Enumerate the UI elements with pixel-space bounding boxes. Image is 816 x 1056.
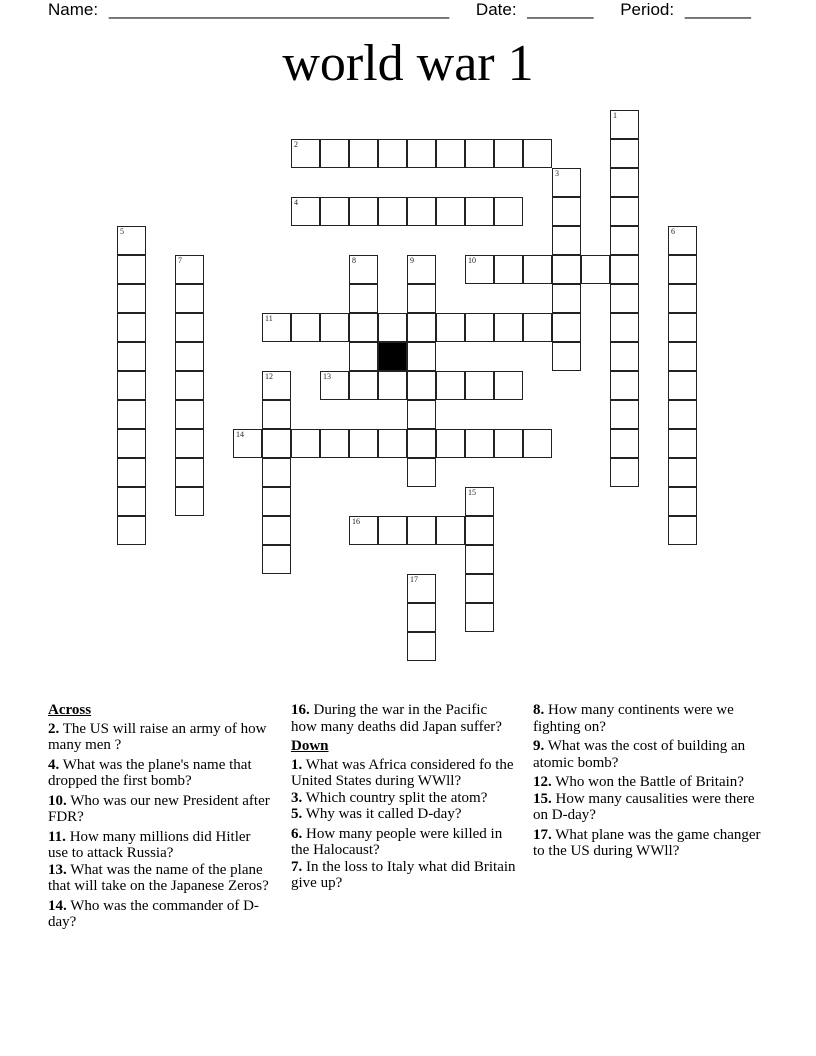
grid-cell[interactable] [117, 284, 146, 313]
grid-cell[interactable] [117, 400, 146, 429]
grid-cell[interactable] [552, 342, 581, 371]
grid-cell[interactable] [117, 226, 146, 255]
grid-cell[interactable] [610, 371, 639, 400]
grid-cell[interactable] [465, 313, 494, 342]
grid-cell[interactable] [262, 371, 291, 400]
grid-cell[interactable] [436, 429, 465, 458]
grid-cell[interactable] [523, 139, 552, 168]
clue-across-10: 10. Who was our new President after FDR? [48, 792, 270, 825]
grid-cell[interactable] [494, 429, 523, 458]
grid-cell[interactable] [175, 284, 204, 313]
grid-cell[interactable] [494, 371, 523, 400]
grid-cell[interactable] [407, 342, 436, 371]
grid-cell[interactable] [552, 255, 581, 284]
clue-number: 14 [236, 430, 244, 439]
clue-down-17: 17. What plane was the game changer to the US during WWll? [533, 826, 761, 859]
grid-cell[interactable] [407, 632, 436, 661]
grid-cell[interactable] [465, 516, 494, 545]
grid-cell[interactable] [465, 545, 494, 574]
grid-cell[interactable] [262, 458, 291, 487]
period-field[interactable]: _______ [684, 0, 752, 19]
grid-cell[interactable] [668, 458, 697, 487]
clue-number: 16 [352, 517, 360, 526]
grid-cell[interactable] [407, 197, 436, 226]
clues-column-1 [48, 702, 273, 934]
grid-cell[interactable] [407, 139, 436, 168]
grid-cell[interactable] [668, 400, 697, 429]
grid-cell[interactable] [668, 371, 697, 400]
grid-cell[interactable] [117, 429, 146, 458]
grid-cell[interactable] [349, 516, 378, 545]
clue-number: 8 [352, 256, 356, 265]
grid-cell[interactable] [465, 429, 494, 458]
grid-cell[interactable] [291, 313, 320, 342]
grid-cell[interactable] [378, 516, 407, 545]
clue-down-5: 5. Why was it called D-day? [291, 806, 462, 822]
grid-cell[interactable] [668, 226, 697, 255]
grid-cell[interactable] [175, 255, 204, 284]
black-cell [378, 342, 407, 371]
clue-down-7: 7. In the loss to Italy what did Britain give up? [291, 858, 516, 891]
clue-down-6: 6. How many people were killed in the Halocaust? [291, 825, 503, 858]
grid-cell[interactable] [349, 342, 378, 371]
grid-cell[interactable] [436, 313, 465, 342]
grid-cell[interactable] [610, 458, 639, 487]
grid-cell[interactable] [668, 429, 697, 458]
grid-cell[interactable] [552, 313, 581, 342]
grid-cell[interactable] [349, 197, 378, 226]
clue-across-2: 2. The US will raise an army of how many men ? [48, 720, 267, 753]
grid-cell[interactable] [175, 458, 204, 487]
grid-cell[interactable] [407, 603, 436, 632]
grid-cell[interactable] [262, 429, 291, 458]
grid-cell[interactable] [465, 574, 494, 603]
name-field[interactable]: ____________________________________ [108, 0, 450, 19]
grid-cell[interactable] [581, 255, 610, 284]
grid-cell[interactable] [349, 255, 378, 284]
grid-cell[interactable] [610, 139, 639, 168]
grid-cell[interactable] [349, 429, 378, 458]
grid-cell[interactable] [552, 168, 581, 197]
grid-cell[interactable] [407, 400, 436, 429]
clue-across-16: 16. During the war in the Pacific how many deaths did Japan suffer? [291, 702, 502, 735]
grid-cell[interactable] [523, 429, 552, 458]
clue-across-11: 11. How many millions did Hitler use to attack Russia? [48, 828, 251, 861]
grid-cell[interactable] [407, 574, 436, 603]
grid-cell[interactable] [523, 255, 552, 284]
period-label: Period: [620, 0, 675, 19]
grid-cell[interactable] [320, 139, 349, 168]
grid-cell[interactable] [668, 487, 697, 516]
grid-cell[interactable] [262, 313, 291, 342]
down-heading: Down [291, 738, 329, 754]
grid-cell[interactable] [349, 284, 378, 313]
clue-number: 12 [265, 372, 273, 381]
clues-column-2 [291, 702, 516, 895]
grid-cell[interactable] [117, 516, 146, 545]
clue-number: 3 [555, 169, 559, 178]
grid-cell[interactable] [610, 284, 639, 313]
grid-cell[interactable] [175, 429, 204, 458]
grid-cell[interactable] [291, 429, 320, 458]
grid-cell[interactable] [668, 313, 697, 342]
grid-cell[interactable] [378, 429, 407, 458]
grid-cell[interactable] [465, 197, 494, 226]
clue-across-13: 13. What was the name of the plane that will take on the Japanese Zeros? [48, 861, 269, 894]
grid-cell[interactable] [117, 458, 146, 487]
grid-cell[interactable] [552, 226, 581, 255]
clue-number: 9 [410, 256, 414, 265]
grid-cell[interactable] [465, 139, 494, 168]
grid-cell[interactable] [233, 429, 262, 458]
clue-down-9: 9. What was the cost of building an atomic bomb? [533, 738, 746, 771]
grid-cell[interactable] [349, 139, 378, 168]
grid-cell[interactable] [320, 313, 349, 342]
grid-cell[interactable] [668, 516, 697, 545]
grid-cell[interactable] [117, 313, 146, 342]
clue-across-4: 4. What was the plane's name that dropped the first bomb? [48, 756, 252, 789]
grid-cell[interactable] [436, 139, 465, 168]
grid-cell[interactable] [494, 313, 523, 342]
grid-cell[interactable] [407, 313, 436, 342]
grid-cell[interactable] [610, 255, 639, 284]
grid-cell[interactable] [610, 168, 639, 197]
clue-number: 13 [323, 372, 331, 381]
grid-cell[interactable] [494, 139, 523, 168]
grid-cell[interactable] [262, 400, 291, 429]
grid-cell[interactable] [668, 342, 697, 371]
grid-cell[interactable] [407, 429, 436, 458]
grid-cell[interactable] [465, 487, 494, 516]
grid-cell[interactable] [262, 545, 291, 574]
clue-number: 1 [613, 111, 617, 120]
clue-down-15: 15. How many causalities were there on D-day? [533, 790, 755, 823]
grid-cell[interactable] [668, 284, 697, 313]
clue-number: 5 [120, 227, 124, 236]
grid-cell[interactable] [465, 603, 494, 632]
clues-column-3 [533, 702, 773, 863]
grid-cell[interactable] [407, 255, 436, 284]
puzzle-title: world war 1 [282, 35, 534, 92]
grid-cell[interactable] [436, 371, 465, 400]
name-label: Name: [48, 0, 99, 19]
grid-cell[interactable] [552, 284, 581, 313]
grid-cell[interactable] [668, 255, 697, 284]
grid-cell[interactable] [465, 371, 494, 400]
grid-cell[interactable] [175, 487, 204, 516]
grid-cell[interactable] [320, 371, 349, 400]
clue-number: 4 [294, 198, 298, 207]
grid-cell[interactable] [552, 197, 581, 226]
grid-cell[interactable] [407, 371, 436, 400]
grid-cell[interactable] [262, 516, 291, 545]
grid-cell[interactable] [378, 313, 407, 342]
grid-cell[interactable] [349, 313, 378, 342]
grid-cell[interactable] [117, 487, 146, 516]
grid-cell[interactable] [407, 284, 436, 313]
grid-cell[interactable] [117, 371, 146, 400]
grid-cell[interactable] [610, 226, 639, 255]
grid-cell[interactable] [465, 255, 494, 284]
grid-cell[interactable] [378, 139, 407, 168]
grid-cell[interactable] [436, 197, 465, 226]
grid-cell[interactable] [175, 400, 204, 429]
grid-cell[interactable] [610, 400, 639, 429]
grid-cell[interactable] [407, 458, 436, 487]
grid-cell[interactable] [175, 342, 204, 371]
grid-cell[interactable] [349, 371, 378, 400]
grid-cell[interactable] [175, 371, 204, 400]
grid-cell[interactable] [436, 516, 465, 545]
clue-across-14: 14. Who was the commander of D-day? [48, 897, 259, 930]
clue-number: 6 [671, 227, 675, 236]
grid-cell[interactable] [291, 139, 320, 168]
grid-cell[interactable] [262, 487, 291, 516]
date-label: Date: [475, 0, 517, 19]
clue-number: 15 [468, 488, 476, 497]
grid-cell[interactable] [291, 197, 320, 226]
grid-cell[interactable] [407, 516, 436, 545]
grid-cell[interactable] [494, 255, 523, 284]
date-field[interactable]: _______ [527, 0, 594, 19]
clue-number: 2 [294, 140, 298, 149]
grid-cell[interactable] [523, 313, 552, 342]
clue-down-8: 8. How many continents were we fighting on? [533, 702, 734, 735]
grid-cell[interactable] [610, 313, 639, 342]
clue-number: 17 [410, 575, 418, 584]
across-heading: Across [48, 702, 92, 718]
grid-cell[interactable] [610, 110, 639, 139]
grid-cell[interactable] [320, 197, 349, 226]
grid-cell[interactable] [117, 255, 146, 284]
grid-cell[interactable] [378, 371, 407, 400]
grid-cell[interactable] [494, 197, 523, 226]
clue-number: 11 [265, 314, 273, 323]
grid-cell[interactable] [175, 313, 204, 342]
grid-cell[interactable] [378, 197, 407, 226]
clue-down-1: 1. What was Africa considered fo the United States during WWll? [291, 756, 514, 789]
clue-number: 10 [468, 256, 476, 265]
grid-cell[interactable] [610, 197, 639, 226]
grid-cell[interactable] [320, 429, 349, 458]
grid-cell[interactable] [117, 342, 146, 371]
grid-cell[interactable] [610, 342, 639, 371]
clue-number: 7 [178, 256, 182, 265]
grid-cell[interactable] [610, 429, 639, 458]
clue-down-12: 12. Who won the Battle of Britain? [533, 774, 744, 790]
clue-down-3: 3. Which country split the atom? [291, 789, 488, 806]
